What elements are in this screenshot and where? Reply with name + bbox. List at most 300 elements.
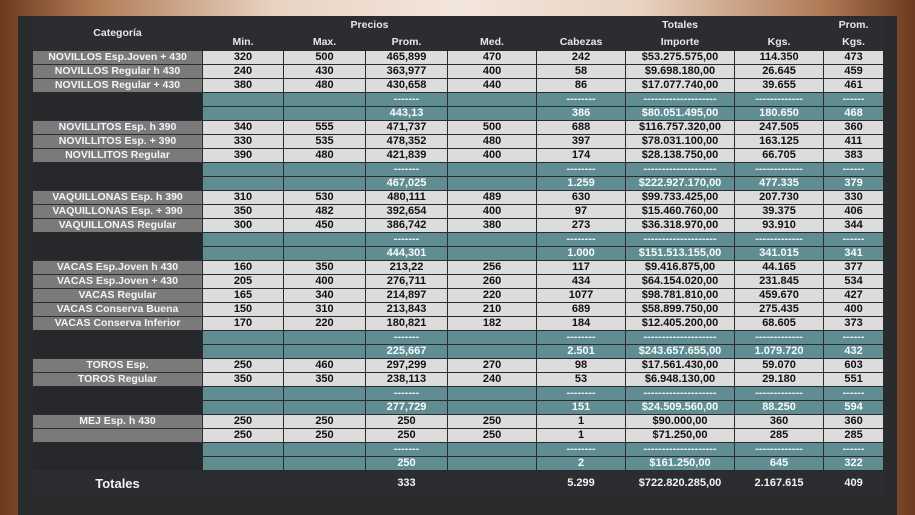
cell-prom-kgs: 603	[824, 359, 884, 373]
cell-max: 430	[284, 65, 366, 79]
cell-prom-kgs: 383	[824, 149, 884, 163]
cell-prom-kgs: 285	[824, 429, 884, 443]
cell-importe: $116.757.320,00	[626, 121, 735, 135]
cell-max: 450	[284, 219, 366, 233]
cell-max: 250	[284, 415, 366, 429]
cell-min: 390	[203, 149, 284, 163]
table-row	[33, 429, 884, 443]
subtotal-row	[33, 345, 884, 359]
cell-importe: --------------------	[626, 443, 735, 457]
cell-prom: 180,821	[366, 317, 448, 331]
cell-prom: 386,742	[366, 219, 448, 233]
cell-prom-kgs: 461	[824, 79, 884, 93]
header-min: Min.	[203, 35, 284, 51]
cell-min: 205	[203, 275, 284, 289]
cell-prom-kgs: ------	[824, 387, 884, 401]
cell-kgs: -------------	[735, 443, 824, 457]
header-importe: Importe	[626, 35, 735, 51]
subtotal-row	[33, 247, 884, 261]
cell-kgs: -------------	[735, 163, 824, 177]
grand-total-row	[33, 471, 884, 496]
cell-prom: 276,711	[366, 275, 448, 289]
table-row	[33, 359, 884, 373]
header-totales: Totales	[537, 17, 824, 35]
cell-category	[33, 345, 203, 359]
cell-min: 170	[203, 317, 284, 331]
cell-kgs: 285	[735, 429, 824, 443]
subtotal-row	[33, 457, 884, 471]
cell-category	[33, 387, 203, 401]
cell-importe: $78.031.100,00	[626, 135, 735, 149]
cell-importe: $9.698.180,00	[626, 65, 735, 79]
cell-category: VAQUILLONAS Esp. + 390	[33, 205, 203, 219]
cell-min	[203, 107, 284, 121]
cell-kgs: 66.705	[735, 149, 824, 163]
cell-med: 210	[448, 303, 537, 317]
cell-prom-kgs: 322	[824, 457, 884, 471]
separator-row	[33, 163, 884, 177]
cell-kgs: 93.910	[735, 219, 824, 233]
cell-kgs: 1.079.720	[735, 345, 824, 359]
table-row	[33, 121, 884, 135]
cell-importe: --------------------	[626, 233, 735, 247]
cell-max	[284, 93, 366, 107]
cell-importe: $9.416.875,00	[626, 261, 735, 275]
grand-total-cabezas: 5.299	[537, 471, 626, 496]
cell-cabezas: 630	[537, 191, 626, 205]
cell-cabezas: 97	[537, 205, 626, 219]
table-row	[33, 275, 884, 289]
cell-med: 380	[448, 219, 537, 233]
cell-med	[448, 443, 537, 457]
cell-category	[33, 93, 203, 107]
cell-cabezas: 1	[537, 415, 626, 429]
cell-kgs: 247.505	[735, 121, 824, 135]
cell-kgs: 477.335	[735, 177, 824, 191]
cell-kgs: -------------	[735, 331, 824, 345]
cell-kgs: -------------	[735, 233, 824, 247]
table-row	[33, 135, 884, 149]
cell-kgs: 114.350	[735, 51, 824, 65]
header-cabezas: Cabezas	[537, 35, 626, 51]
cell-max: 555	[284, 121, 366, 135]
cell-prom-kgs: 360	[824, 415, 884, 429]
cell-med: 250	[448, 415, 537, 429]
cell-prom-kgs: ------	[824, 331, 884, 345]
cell-med: 250	[448, 429, 537, 443]
cell-category: NOVILLOS Regular + 430	[33, 79, 203, 93]
cell-max: 340	[284, 289, 366, 303]
cell-prom-kgs: 330	[824, 191, 884, 205]
cell-category	[33, 247, 203, 261]
cell-kgs: 645	[735, 457, 824, 471]
cell-med: 256	[448, 261, 537, 275]
grand-total-min	[203, 471, 284, 496]
cell-category: VACAS Conserva Buena	[33, 303, 203, 317]
cell-prom: -------	[366, 233, 448, 247]
cell-max	[284, 163, 366, 177]
cell-kgs: 163.125	[735, 135, 824, 149]
cell-min: 240	[203, 65, 284, 79]
cell-prom: 480,111	[366, 191, 448, 205]
cell-cabezas: 1.259	[537, 177, 626, 191]
cell-prom: 213,843	[366, 303, 448, 317]
grand-total-prom: 333	[366, 471, 448, 496]
cell-max	[284, 345, 366, 359]
cell-cabezas: 2.501	[537, 345, 626, 359]
cell-min	[203, 457, 284, 471]
table-row	[33, 289, 884, 303]
cell-prom: 392,654	[366, 205, 448, 219]
cell-category	[33, 457, 203, 471]
cell-category: VACAS Regular	[33, 289, 203, 303]
cell-max	[284, 331, 366, 345]
cell-med	[448, 233, 537, 247]
table-row	[33, 317, 884, 331]
cell-cabezas: 86	[537, 79, 626, 93]
cell-prom-kgs: 377	[824, 261, 884, 275]
cell-prom-kgs: 551	[824, 373, 884, 387]
cell-category: TOROS Esp.	[33, 359, 203, 373]
header-prom-kgs: Kgs.	[824, 35, 884, 51]
header-prom: Prom.	[366, 35, 448, 51]
cell-kgs: -------------	[735, 93, 824, 107]
cell-category	[33, 443, 203, 457]
cell-prom-kgs: ------	[824, 443, 884, 457]
cell-prom-kgs: 468	[824, 107, 884, 121]
cell-med: 260	[448, 275, 537, 289]
cell-max	[284, 233, 366, 247]
cell-category	[33, 429, 203, 443]
grand-total-max	[284, 471, 366, 496]
cell-med: 220	[448, 289, 537, 303]
cell-min	[203, 401, 284, 415]
cell-category: MEJ Esp. h 430	[33, 415, 203, 429]
cell-med: 480	[448, 135, 537, 149]
cell-category: NOVILLITOS Regular	[33, 149, 203, 163]
grand-total-kgs: 2.167.615	[735, 471, 824, 496]
cell-prom-kgs: 411	[824, 135, 884, 149]
cell-max: 400	[284, 275, 366, 289]
cell-med	[448, 387, 537, 401]
cell-cabezas: 434	[537, 275, 626, 289]
table-row	[33, 261, 884, 275]
cell-importe: $71.250,00	[626, 429, 735, 443]
cell-importe: $15.460.760,00	[626, 205, 735, 219]
cell-importe: $98.781.810,00	[626, 289, 735, 303]
cell-prom-kgs: 400	[824, 303, 884, 317]
cell-cabezas: 117	[537, 261, 626, 275]
cell-min: 350	[203, 373, 284, 387]
cell-cabezas: --------	[537, 443, 626, 457]
cell-prom-kgs: 344	[824, 219, 884, 233]
cell-max: 482	[284, 205, 366, 219]
cell-cabezas: 273	[537, 219, 626, 233]
cell-kgs: 341.015	[735, 247, 824, 261]
cell-category: NOVILLOS Esp.Joven + 430	[33, 51, 203, 65]
cell-kgs: 275.435	[735, 303, 824, 317]
cell-med	[448, 331, 537, 345]
cell-max: 530	[284, 191, 366, 205]
cell-min	[203, 443, 284, 457]
cell-min: 250	[203, 415, 284, 429]
cell-prom: 430,658	[366, 79, 448, 93]
cell-prom: -------	[366, 443, 448, 457]
cell-importe: $64.154.020,00	[626, 275, 735, 289]
cell-min	[203, 331, 284, 345]
cell-category: VAQUILLONAS Regular	[33, 219, 203, 233]
cell-category: VACAS Esp.Joven + 430	[33, 275, 203, 289]
cell-med: 182	[448, 317, 537, 331]
header-max: Max.	[284, 35, 366, 51]
cell-cabezas: 689	[537, 303, 626, 317]
cell-med: 440	[448, 79, 537, 93]
cell-prom: 421,839	[366, 149, 448, 163]
cell-med: 240	[448, 373, 537, 387]
cell-prom-kgs: 379	[824, 177, 884, 191]
cell-prom-kgs: 373	[824, 317, 884, 331]
cell-category: TOROS Regular	[33, 373, 203, 387]
cell-med	[448, 163, 537, 177]
cell-kgs: 231.845	[735, 275, 824, 289]
cell-kgs: 459.670	[735, 289, 824, 303]
cell-min: 165	[203, 289, 284, 303]
cell-min: 330	[203, 135, 284, 149]
cell-importe: $80.051.495,00	[626, 107, 735, 121]
cell-med	[448, 247, 537, 261]
cell-min	[203, 387, 284, 401]
table-row	[33, 303, 884, 317]
cell-max: 480	[284, 149, 366, 163]
grand-total-prom-kgs: 409	[824, 471, 884, 496]
cell-importe: --------------------	[626, 93, 735, 107]
cell-category: VACAS Conserva Inferior	[33, 317, 203, 331]
cell-prom-kgs: ------	[824, 163, 884, 177]
cell-min	[203, 345, 284, 359]
cell-prom-kgs: 534	[824, 275, 884, 289]
cell-category	[33, 177, 203, 191]
cell-kgs: 26.645	[735, 65, 824, 79]
cell-prom-kgs: ------	[824, 233, 884, 247]
header-precios: Precios	[203, 17, 537, 35]
cell-med: 400	[448, 149, 537, 163]
cell-med	[448, 107, 537, 121]
cell-max: 480	[284, 79, 366, 93]
cell-category	[33, 401, 203, 415]
cell-category	[33, 163, 203, 177]
cell-cabezas: --------	[537, 233, 626, 247]
cell-max: 460	[284, 359, 366, 373]
cell-kgs: 39.655	[735, 79, 824, 93]
cell-max	[284, 401, 366, 415]
cell-prom: 443,13	[366, 107, 448, 121]
cell-importe: $58.899.750,00	[626, 303, 735, 317]
cell-prom: 250	[366, 429, 448, 443]
cell-cabezas: 184	[537, 317, 626, 331]
separator-row	[33, 331, 884, 345]
header-categoria: Categoría	[33, 17, 203, 51]
cell-max: 350	[284, 373, 366, 387]
cell-category: VAQUILLONAS Esp. h 390	[33, 191, 203, 205]
table-row	[33, 191, 884, 205]
cell-importe: $151.513.155,00	[626, 247, 735, 261]
cell-min: 150	[203, 303, 284, 317]
grand-total-med	[448, 471, 537, 496]
cell-prom: 478,352	[366, 135, 448, 149]
cell-prom-kgs: 594	[824, 401, 884, 415]
cell-max: 535	[284, 135, 366, 149]
subtotal-row	[33, 177, 884, 191]
cell-max	[284, 107, 366, 121]
cell-prom-kgs: 459	[824, 65, 884, 79]
cell-max: 220	[284, 317, 366, 331]
cell-cabezas: 98	[537, 359, 626, 373]
cell-min: 380	[203, 79, 284, 93]
header-prom-group: Prom.	[824, 17, 884, 35]
cell-prom: 297,299	[366, 359, 448, 373]
cell-max	[284, 247, 366, 261]
table-row	[33, 205, 884, 219]
cell-kgs: 207.730	[735, 191, 824, 205]
cell-med: 270	[448, 359, 537, 373]
cell-prom-kgs: 406	[824, 205, 884, 219]
separator-row	[33, 387, 884, 401]
cell-min	[203, 233, 284, 247]
cell-med	[448, 177, 537, 191]
cell-prom-kgs: 473	[824, 51, 884, 65]
cell-cabezas: --------	[537, 163, 626, 177]
separator-row	[33, 233, 884, 247]
cell-min: 300	[203, 219, 284, 233]
cell-prom: -------	[366, 163, 448, 177]
cell-prom: 471,737	[366, 121, 448, 135]
table-row	[33, 373, 884, 387]
cell-category	[33, 331, 203, 345]
cell-kgs: 59.070	[735, 359, 824, 373]
cell-cabezas: --------	[537, 93, 626, 107]
cell-prom: 277,729	[366, 401, 448, 415]
cell-max: 500	[284, 51, 366, 65]
cell-prom: -------	[366, 387, 448, 401]
cell-cabezas: 1077	[537, 289, 626, 303]
cell-cabezas: 242	[537, 51, 626, 65]
cell-importe: $17.561.430,00	[626, 359, 735, 373]
cell-cabezas: 58	[537, 65, 626, 79]
cell-cabezas: --------	[537, 387, 626, 401]
cell-importe: --------------------	[626, 387, 735, 401]
cell-max	[284, 387, 366, 401]
cell-cabezas: --------	[537, 331, 626, 345]
table-body	[33, 51, 884, 471]
cell-med: 489	[448, 191, 537, 205]
cell-max: 250	[284, 429, 366, 443]
cell-prom: 250	[366, 415, 448, 429]
cell-kgs: 88.250	[735, 401, 824, 415]
cell-category	[33, 233, 203, 247]
cell-importe: $6.948.130,00	[626, 373, 735, 387]
cell-importe: $53.275.575,00	[626, 51, 735, 65]
cell-cabezas: 1	[537, 429, 626, 443]
cell-prom: -------	[366, 93, 448, 107]
cell-kgs: 44.165	[735, 261, 824, 275]
price-report-table	[32, 16, 884, 496]
cell-cabezas: 1.000	[537, 247, 626, 261]
table-row	[33, 219, 884, 233]
cell-importe: $17.077.740,00	[626, 79, 735, 93]
cell-category: NOVILLOS Regular h 430	[33, 65, 203, 79]
cell-prom-kgs: 427	[824, 289, 884, 303]
separator-row	[33, 443, 884, 457]
cell-kgs: 29.180	[735, 373, 824, 387]
cell-prom: 465,899	[366, 51, 448, 65]
cell-cabezas: 174	[537, 149, 626, 163]
cell-min: 320	[203, 51, 284, 65]
cell-importe: $24.509.560,00	[626, 401, 735, 415]
cell-min: 350	[203, 205, 284, 219]
cell-prom: 225,667	[366, 345, 448, 359]
cell-med: 400	[448, 205, 537, 219]
cell-max: 310	[284, 303, 366, 317]
cell-prom: 238,113	[366, 373, 448, 387]
cell-min	[203, 93, 284, 107]
cell-category: VACAS Esp.Joven h 430	[33, 261, 203, 275]
table-row	[33, 65, 884, 79]
cell-max	[284, 457, 366, 471]
cell-min: 310	[203, 191, 284, 205]
cell-category: NOVILLITOS Esp. h 390	[33, 121, 203, 135]
cell-prom: 467,025	[366, 177, 448, 191]
subtotal-row	[33, 107, 884, 121]
header-kgs: Kgs.	[735, 35, 824, 51]
cell-importe: $161.250,00	[626, 457, 735, 471]
cell-importe: $12.405.200,00	[626, 317, 735, 331]
cell-max: 350	[284, 261, 366, 275]
cell-min: 160	[203, 261, 284, 275]
cell-kgs: 180.650	[735, 107, 824, 121]
table-row	[33, 149, 884, 163]
cell-importe: $99.733.425,00	[626, 191, 735, 205]
header-med: Med.	[448, 35, 537, 51]
cell-prom: 444,301	[366, 247, 448, 261]
grand-total-importe: $722.820.285,00	[626, 471, 735, 496]
cell-cabezas: 397	[537, 135, 626, 149]
cell-kgs: -------------	[735, 387, 824, 401]
cell-med	[448, 345, 537, 359]
cell-min: 250	[203, 429, 284, 443]
cell-prom: 214,897	[366, 289, 448, 303]
cell-importe: $36.318.970,00	[626, 219, 735, 233]
cell-cabezas: 53	[537, 373, 626, 387]
cell-kgs: 39.375	[735, 205, 824, 219]
cell-category	[33, 107, 203, 121]
cell-prom-kgs: ------	[824, 93, 884, 107]
cell-prom-kgs: 341	[824, 247, 884, 261]
cell-prom: 250	[366, 457, 448, 471]
cell-cabezas: 151	[537, 401, 626, 415]
cell-min: 250	[203, 359, 284, 373]
cell-min	[203, 177, 284, 191]
cell-prom: 363,977	[366, 65, 448, 79]
cell-category: NOVILLITOS Esp. + 390	[33, 135, 203, 149]
cell-min	[203, 163, 284, 177]
cell-prom-kgs: 360	[824, 121, 884, 135]
cell-importe: --------------------	[626, 163, 735, 177]
cell-prom: 213,22	[366, 261, 448, 275]
cell-max	[284, 443, 366, 457]
cell-cabezas: 2	[537, 457, 626, 471]
cell-kgs: 360	[735, 415, 824, 429]
cell-min: 340	[203, 121, 284, 135]
